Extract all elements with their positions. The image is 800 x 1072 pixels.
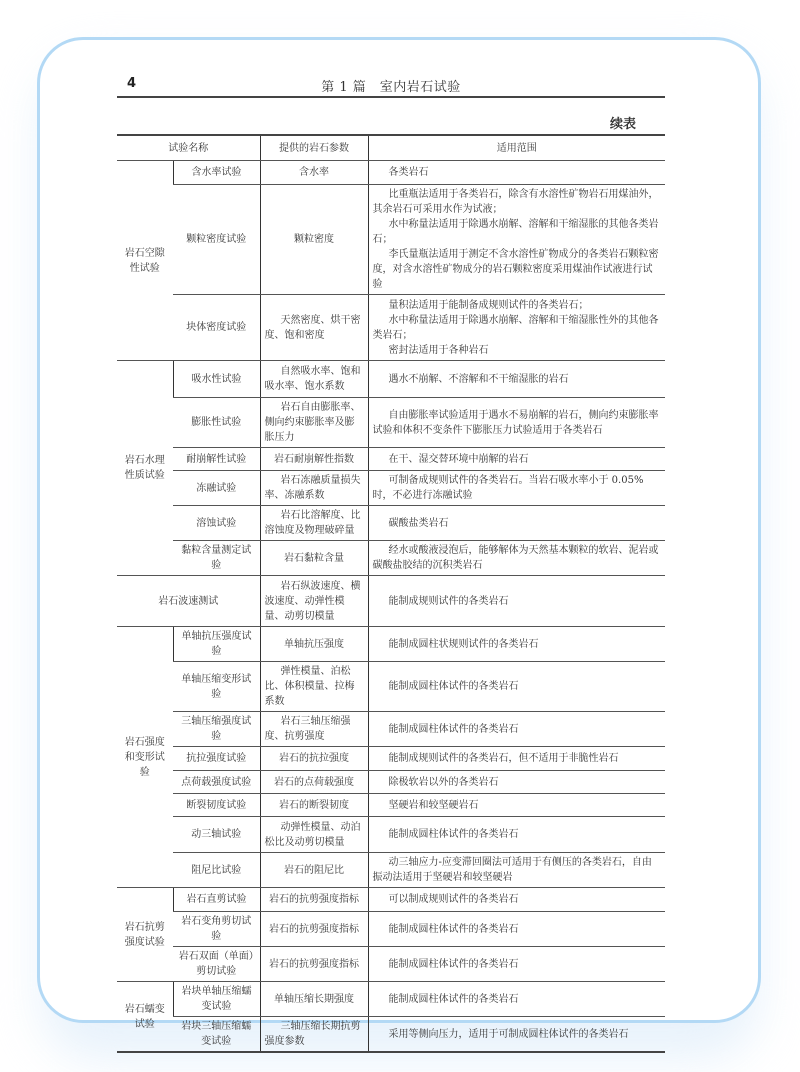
continued-label: 续表 [610, 117, 637, 132]
test-name-cell: 岩块三轴压缩蠕变试验 [173, 1017, 260, 1053]
parameter-cell: 岩石的阻尼比 [260, 853, 368, 888]
scope-cell [368, 448, 665, 471]
scope-cell [368, 295, 665, 361]
scope-paragraph: 坚硬岩和较坚硬岩石 [388, 799, 479, 811]
parameter-cell: 颗粒密度 [260, 185, 368, 295]
scope-cell [368, 771, 665, 794]
test-name-cell: 吸水性试验 [173, 361, 260, 398]
table-row [117, 576, 665, 627]
scope-cell [368, 576, 665, 627]
test-name-cell: 动三轴试验 [173, 817, 260, 853]
test-group-cell: 岩石强度和变形试验 [117, 627, 173, 888]
scope-paragraph: 能制成圆柱体试件的各类岩石 [388, 923, 519, 935]
test-name-cell: 溶蚀试验 [173, 506, 260, 541]
parameter-cell: 岩石自由膨胀率、侧向约束膨胀率及膨胀压力 [260, 398, 368, 448]
scope-cell [368, 912, 665, 947]
scope-cell [368, 982, 665, 1017]
rock-test-table [117, 134, 665, 1053]
table-row [117, 912, 665, 947]
scope-paragraph: 水中称量法适用于除遇水崩解、溶解和干缩湿胀的其他各类岩石； [372, 219, 659, 245]
parameter-cell: 岩石冻融质量损失率、冻融系数 [260, 471, 368, 506]
scope-cell [368, 888, 665, 912]
test-group-cell: 岩石蠕变试验 [117, 982, 173, 1053]
table-row [117, 361, 665, 398]
scope-cell [368, 817, 665, 853]
scope-paragraph: 可制备成规则试件的各类岩石。当岩石吸水率小于 0.05%时，不必进行冻融试验 [372, 475, 644, 501]
scope-paragraph: 比重瓶法适用于各类岩石，除含有水溶性矿物岩石用煤油外，其余岩石可采用水作为试液； [372, 189, 659, 215]
table-row [117, 471, 665, 506]
table-row [117, 295, 665, 361]
table-row [117, 506, 665, 541]
scope-paragraph: 除极软岩以外的各类岩石 [388, 776, 499, 788]
parameter-cell: 岩石三轴压缩强度、抗剪强度 [260, 712, 368, 747]
table-row [117, 747, 665, 771]
table-row [117, 627, 665, 662]
test-name-cell: 岩石变角剪切试验 [173, 912, 260, 947]
table-row [117, 947, 665, 982]
table-row [117, 982, 665, 1017]
scope-cell [368, 627, 665, 662]
scope-cell [368, 541, 665, 576]
scope-cell [368, 506, 665, 541]
scope-paragraph: 各类岩石 [388, 167, 429, 178]
table-row [117, 541, 665, 576]
scope-cell [368, 398, 665, 448]
scope-cell [368, 947, 665, 982]
test-name-cell: 含水率试验 [173, 161, 260, 185]
scope-paragraph: 遇水不崩解、不溶解和不干缩湿胀的岩石 [388, 373, 569, 385]
scope-paragraph: 能制成圆柱体试件的各类岩石 [388, 681, 519, 692]
parameter-cell: 动弹性模量、动泊松比及动剪切模量 [260, 817, 368, 853]
test-group-cell: 岩石空隙性试验 [117, 161, 173, 361]
table-row [117, 1017, 665, 1053]
test-name-cell: 岩石双面（单面）剪切试验 [173, 947, 260, 982]
running-title: 第 1 篇 室内岩石试验 [321, 80, 461, 95]
table-row [117, 817, 665, 853]
scope-cell [368, 361, 665, 398]
table-row [117, 448, 665, 471]
test-name-cell: 抗拉强度试验 [173, 747, 260, 771]
scope-cell [368, 1017, 665, 1053]
test-name-cell: 单轴抗压强度试验 [173, 627, 260, 662]
table-row [117, 771, 665, 794]
table-row [117, 161, 665, 185]
scope-paragraph: 动三轴应力-应变滞回圈法可适用于有侧压的各类岩石，自由振动法适用于坚硬岩和较坚硬岩 [372, 857, 652, 883]
page-number: 4 [127, 76, 137, 91]
parameter-cell: 岩石的抗拉强度 [260, 747, 368, 771]
scope-cell [368, 747, 665, 771]
scope-cell [368, 794, 665, 817]
parameter-cell: 岩石的抗剪强度指标 [260, 912, 368, 947]
test-name-cell: 耐崩解性试验 [173, 448, 260, 471]
table-row [117, 398, 665, 448]
scope-paragraph: 能制成规则试件的各类岩石 [388, 595, 509, 607]
scope-paragraph: 能制成圆柱体试件的各类岩石 [388, 958, 519, 970]
parameter-cell: 自然吸水率、饱和吸水率、饱水系数 [260, 361, 368, 398]
parameter-cell: 岩石耐崩解性指数 [260, 448, 368, 471]
table-header-row [117, 135, 665, 161]
table-row [117, 888, 665, 912]
table-row [117, 794, 665, 817]
parameter-cell: 岩石的断裂韧度 [260, 794, 368, 817]
parameter-cell: 弹性模量、泊松比、体积模量、拉梅系数 [260, 662, 368, 712]
page-header [117, 74, 665, 98]
scope-paragraph: 能制成圆柱体试件的各类岩石 [388, 723, 519, 735]
scope-cell [368, 853, 665, 888]
test-name-cell: 颗粒密度试验 [173, 185, 260, 295]
parameter-cell: 岩石的抗剪强度指标 [260, 947, 368, 982]
scope-paragraph: 碳酸盐类岩石 [388, 517, 449, 529]
scope-paragraph: 能制成圆柱状规则试件的各类岩石 [388, 638, 539, 650]
scope-cell [368, 662, 665, 712]
parameter-cell: 含水率 [260, 161, 368, 185]
table-row [117, 662, 665, 712]
table-row [117, 185, 665, 295]
test-group-cell: 岩石抗剪强度试验 [117, 888, 173, 982]
test-name-cell: 黏粒含量测定试验 [173, 541, 260, 576]
parameter-cell: 单轴压缩长期强度 [260, 982, 368, 1017]
table-row [117, 853, 665, 888]
scope-paragraph: 李氏量瓶法适用于测定不含水溶性矿物成分的各类岩石颗粒密度，对含水溶性矿物成分的岩石颗粒密度采用煤油作试液进行试验 [372, 249, 659, 290]
parameter-cell: 岩石的点荷载强度 [260, 771, 368, 794]
test-name-cell: 点荷载强度试验 [173, 771, 260, 794]
scope-paragraph: 在干、湿交替环境中崩解的岩石 [388, 453, 529, 465]
test-name-cell: 岩石波速测试 [117, 576, 260, 627]
parameter-cell: 天然密度、烘干密度、饱和密度 [260, 295, 368, 361]
test-group-cell: 岩石水理性质试验 [117, 361, 173, 576]
scope-paragraph: 自由膨胀率试验适用于遇水不易崩解的岩石，侧向约束膨胀率试验和体积不变条件下膨胀压力试验适用于各类岩石 [372, 409, 659, 436]
parameter-cell: 岩石黏粒含量 [260, 541, 368, 576]
scope-paragraph: 密封法适用于各种岩石 [388, 344, 489, 356]
test-name-cell: 膨胀性试验 [173, 398, 260, 448]
scope-paragraph: 能制成圆柱体试件的各类岩石 [388, 993, 519, 1005]
test-name-cell: 单轴压缩变形试验 [173, 662, 260, 712]
parameter-cell: 岩石的抗剪强度指标 [260, 888, 368, 912]
scope-cell [368, 712, 665, 747]
test-name-cell: 岩石直剪试验 [173, 888, 260, 912]
parameter-cell: 单轴抗压强度 [260, 627, 368, 662]
test-name-cell: 三轴压缩强度试验 [173, 712, 260, 747]
parameter-cell: 岩石比溶解度、比溶蚀度及物理破碎量 [260, 506, 368, 541]
scope-paragraph: 经水或酸液浸泡后，能够解体为天然基本颗粒的软岩、泥岩或碳酸盐胶结的沉积类岩石 [372, 545, 659, 571]
test-name-cell: 岩块单轴压缩蠕变试验 [173, 982, 260, 1017]
header-test-name: 试验名称 [117, 135, 260, 161]
test-name-cell: 断裂韧度试验 [173, 794, 260, 817]
scope-paragraph: 能制成圆柱体试件的各类岩石 [388, 829, 519, 840]
test-name-cell: 阻尼比试验 [173, 853, 260, 888]
scope-paragraph: 水中称量法适用于除遇水崩解、溶解和干缩湿胀性外的其他各类岩石； [372, 314, 659, 341]
test-name-cell: 块体密度试验 [173, 295, 260, 361]
scope-paragraph: 能制成规则试件的各类岩石，但不适用于非脆性岩石 [388, 753, 619, 764]
parameter-cell: 三轴压缩长期抗剪强度参数 [260, 1017, 368, 1053]
scope-cell [368, 471, 665, 506]
scope-paragraph: 可以制成规则试件的各类岩石 [388, 894, 519, 905]
test-name-cell: 冻融试验 [173, 471, 260, 506]
parameter-cell: 岩石纵波速度、横波速度、动弹性模量、动剪切模量 [260, 576, 368, 627]
scope-cell [368, 185, 665, 295]
header-parameters: 提供的岩石参数 [260, 135, 368, 161]
scope-cell [368, 161, 665, 185]
table-row [117, 712, 665, 747]
header-scope: 适用范围 [368, 135, 665, 161]
scope-paragraph: 采用等侧向压力，适用于可制成圆柱体试件的各类岩石 [388, 1028, 629, 1040]
scope-paragraph: 量积法适用于能制备成规则试件的各类岩石； [388, 299, 589, 311]
table-body [117, 161, 665, 1053]
